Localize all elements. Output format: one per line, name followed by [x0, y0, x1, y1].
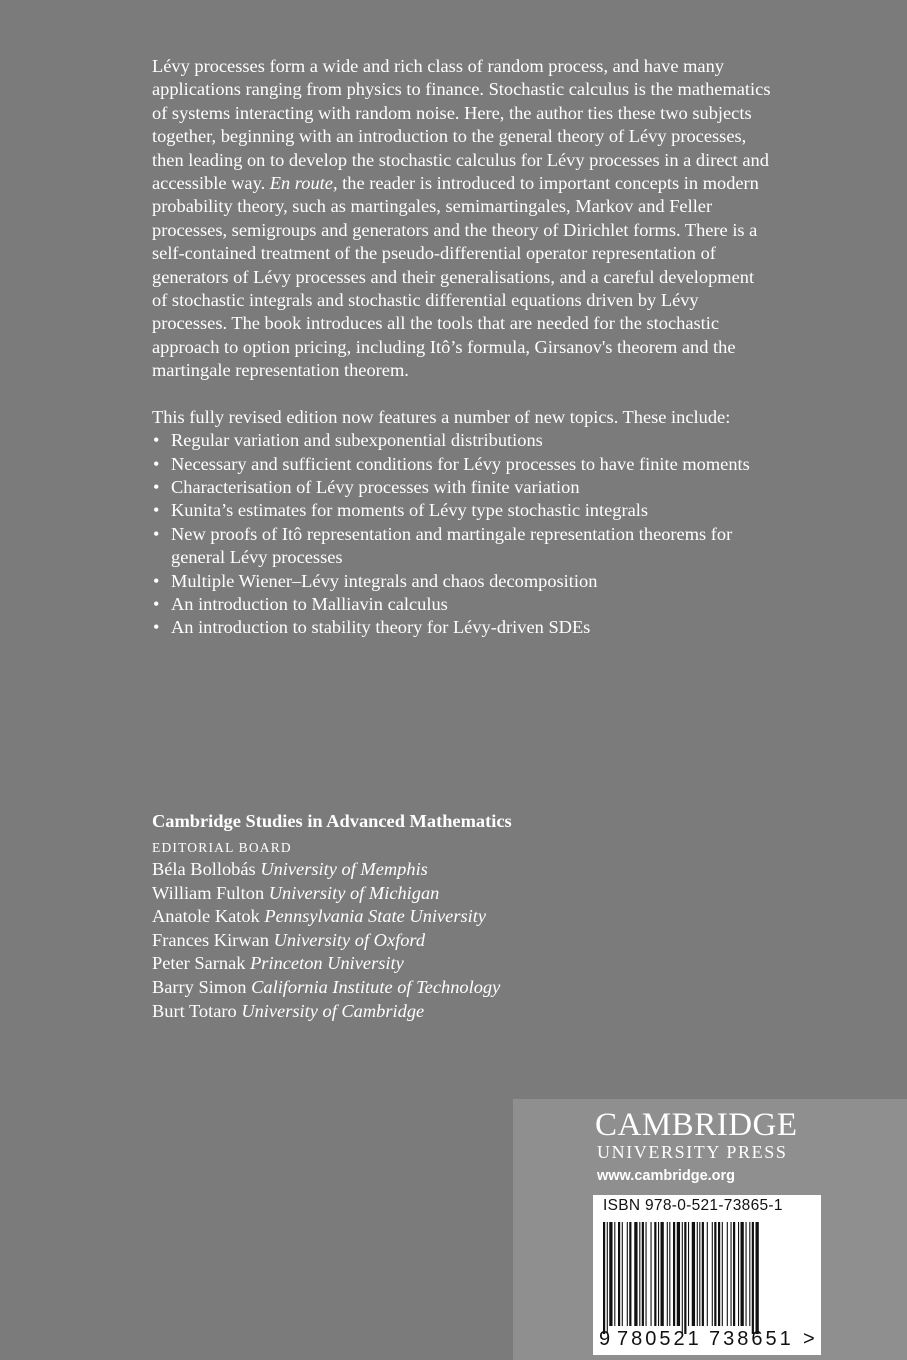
list-item: • Regular variation and subexponential distributions [152, 429, 772, 452]
list-item: • An introduction to stability theory for Lévy-driven SDEs [152, 616, 772, 639]
barcode-bar [661, 1222, 664, 1326]
bullet-icon: • [153, 523, 160, 544]
barcode-bar [646, 1222, 647, 1326]
series-section [152, 809, 752, 1023]
barcode-bar [707, 1222, 708, 1326]
barcode-end-mark: > [803, 1328, 815, 1350]
barcode-bar [714, 1222, 716, 1326]
bullet-icon: • [153, 476, 160, 497]
list-item: • An introduction to Malliavin calculus [152, 593, 772, 616]
bullet-icon: • [153, 500, 160, 521]
barcode-bar [722, 1222, 723, 1326]
barcode-bar [667, 1222, 668, 1326]
description-italic: En route [269, 173, 333, 194]
barcode-right-digits: 738651 [709, 1328, 794, 1350]
barcode-bar [609, 1222, 612, 1326]
barcode-bar [658, 1222, 659, 1326]
barcode-bar [627, 1222, 628, 1326]
barcode-bar [731, 1222, 732, 1326]
barcode-bar [603, 1222, 605, 1334]
bullet-icon: • [153, 617, 160, 638]
board-member: Barry Simon California Institute of Technology [152, 976, 501, 997]
description-text-1: Lévy processes form a wide and rich class of random process, and have many applications ranging from physics to finance. Stochastic calculus is the mathematics of systems interacting with random noise. Here, the author ties these two subjects together, beginning with an introduction to the general theory of Lévy processes, then leading on to develop the stochastic calculus for Lévy processes in a direct and accessible way. [152, 56, 771, 194]
barcode-bar [741, 1222, 744, 1326]
barcode-bar [688, 1222, 689, 1326]
barcode-bar [756, 1222, 759, 1334]
description-paragraph [152, 55, 772, 383]
barcode-bar [634, 1222, 637, 1326]
barcode-bar [749, 1222, 750, 1326]
publisher-panel [513, 1099, 907, 1360]
bullet-icon: • [153, 570, 160, 591]
bullet-icon: • [153, 453, 160, 474]
editorial-board-label: EDITORIAL BOARD [152, 840, 292, 855]
barcode-icon [603, 1222, 811, 1334]
list-item: • New proofs of Itô representation and martingale representation theorems for general Lévy processes [153, 523, 733, 568]
barcode-bar [673, 1222, 675, 1326]
board-member: Frances Kirwan University of Oxford [152, 929, 426, 950]
barcode-bar [752, 1222, 754, 1334]
barcode-bar [669, 1222, 670, 1326]
barcode-left-digits: 780521 [617, 1328, 702, 1350]
description-text-2: , the reader is introduced to important concepts in modern probability theory, such as martingales, semimartingales, Markov and Feller processes, semigroups and generators and the theory of Dirichlet forms. There is a self-contained treatment of the pseudo-differential operator representation of generators of Lévy processes and their generalisations, and a careful development of stochastic integrals and stochastic differential equations driven by Lévy processes. The book introduces all the tools that are needed for the stochastic approach to option pricing, including Itô’s formula, Girsanov's theorem and the martingale representation theorem. [152, 173, 759, 381]
series-title: Cambridge Studies in Advanced Mathematics [152, 811, 512, 831]
barcode-bar [629, 1222, 631, 1326]
barcode-bar [746, 1222, 747, 1326]
list-item: • Multiple Wiener–Lévy integrals and chaos decomposition [152, 570, 772, 593]
publisher-logo: CAMBRIDGE [595, 1107, 798, 1143]
board-member: Anatole Katok Pennsylvania State University [152, 906, 487, 927]
back-cover-description [152, 55, 772, 640]
barcode-bar [727, 1222, 728, 1326]
barcode-bar [618, 1222, 620, 1326]
barcode-bar [692, 1222, 695, 1326]
barcode-bar [702, 1222, 704, 1326]
bullet-icon: • [153, 593, 160, 614]
isbn-label: ISBN 978-0-521-73865-1 [603, 1197, 783, 1214]
barcode-bar [639, 1222, 640, 1326]
new-topics-intro: This fully revised edition now features a number of new topics. These include: [152, 406, 731, 427]
barcode-bar [718, 1222, 720, 1326]
barcode-bar [699, 1222, 700, 1326]
barcode-bar [684, 1222, 686, 1334]
list-item: • Kunita’s estimates for moments of Lévy type stochastic integrals [152, 499, 772, 522]
barcode-bar [738, 1222, 739, 1326]
barcode-bar [733, 1222, 735, 1326]
board-member: Burt Totaro University of Cambridge [152, 1000, 425, 1021]
board-member: Peter Sarnak Princeton University [152, 953, 404, 974]
barcode-bar [682, 1222, 683, 1334]
barcode-lead-digit: 9 [599, 1328, 611, 1350]
bullet-icon: • [153, 430, 160, 451]
barcode-box [593, 1195, 821, 1355]
new-topics-section [152, 406, 772, 640]
barcode-bar [622, 1222, 623, 1326]
list-item: • Characterisation of Lévy processes with finite variation [152, 476, 772, 499]
barcode-bar [607, 1222, 608, 1334]
barcode-bar [642, 1222, 644, 1326]
barcode-bar [614, 1222, 615, 1326]
new-topics-list [152, 429, 772, 640]
barcode-bar [712, 1222, 713, 1326]
barcode-bar [697, 1222, 698, 1326]
publisher-subtitle: UNIVERSITY PRESS [597, 1142, 788, 1162]
list-item: • Necessary and sufficient conditions for Lévy processes to have finite moments [152, 453, 772, 476]
barcode-bar [651, 1222, 652, 1326]
barcode-bar [654, 1222, 656, 1326]
board-member: William Fulton University of Michigan [152, 882, 440, 903]
editorial-board-list [152, 858, 752, 1023]
barcode-bar [677, 1222, 680, 1326]
board-member: Béla Bollobás University of Memphis [152, 859, 428, 879]
publisher-url: www.cambridge.org [597, 1168, 736, 1184]
